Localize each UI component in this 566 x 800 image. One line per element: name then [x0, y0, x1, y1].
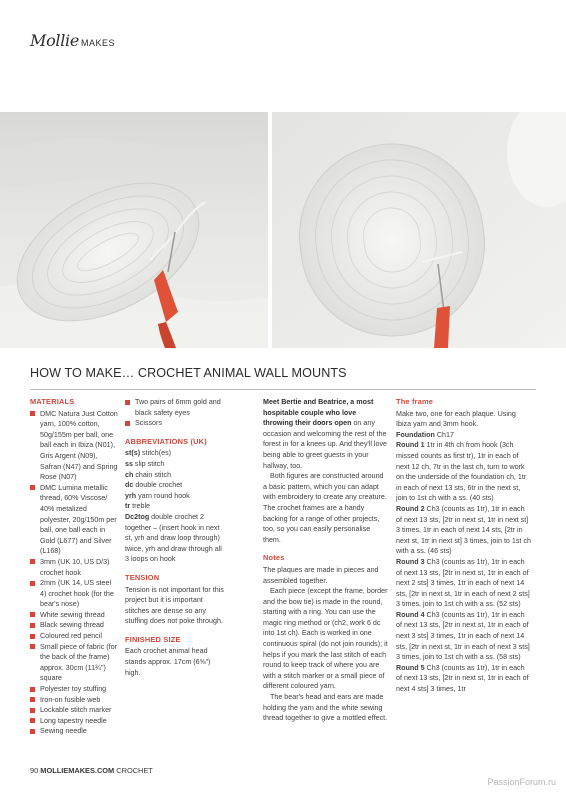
frame-round: Round 4 Ch3 (counts as 1tr), 1tr in each of next 13 sts, [2tr in next st, 1tr in each of next 3 sts] 3 times, 1tr in each of next 14 sts, [2tr in next st, 1tr in each of next 3 sts] 3 times, join to 1st ch with a ss. (58 sts) — [396, 610, 530, 662]
heading-rule — [30, 389, 536, 390]
intro-bold: Meet Bertie and Beatrice, a most hospitable couple who love throwing their doors open — [263, 398, 374, 428]
frame-intro: Make two, one for each plaque. Using Ibiza yarn and 3mm hook. — [396, 409, 516, 429]
abbreviation-entry: ss slip stitch — [125, 459, 165, 468]
material-item: Polyester toy stuffing — [30, 684, 118, 695]
notes-title: Notes — [263, 553, 285, 563]
logo-mollie: Mollie — [30, 31, 80, 50]
footer-section: CROCHET — [116, 766, 153, 775]
abbreviations-list — [125, 448, 225, 565]
masthead-logo — [30, 31, 115, 50]
frame-round: Round 1 1tr in 4th ch from hook (3ch missed counts as first tr), 1tr in each of next 12 ch, 7tr in the last ch, turn to work on the underside of the foundation ch, 1tr in each of next 13 sts, 6tr in the next st, join to 1st ch with a ss. (40 sts) — [396, 441, 527, 503]
material-item: Two pairs of 6mm gold and black safety eyes — [125, 397, 225, 418]
materials-title: MATERIALS — [30, 397, 75, 406]
frame-round: Round 2 Ch3 (counts as 1tr), 1tr in each of next 13 sts, [2tr in next st, 1tr in next st] 3 times, 1tr in each of next 14 sts, [2tr in next st, 1tr in next st] 3 times, join to 1st ch with a ss. (46 sts) — [396, 504, 531, 556]
material-item: DMC Natura Just Cotton yarn, 100% cotton, 50g/155m per ball, one ball each in Ibiza (N01), Gris Argent (N09), Safran (N47) and Spring Rose (N07) — [30, 409, 118, 483]
intro-paragraph — [263, 397, 388, 471]
finished-size-title: FINISHED SIZE — [125, 634, 181, 644]
abbreviation-entry: Dc2tog double crochet 2 together – (insert hook in next st, yrh and draw loop through) twice, yrh and draw through all 3 loops on hook — [125, 512, 222, 564]
footer-site: MOLLIEMAKES.COM — [40, 766, 115, 775]
intro-column — [263, 397, 388, 724]
material-item: Coloured red pencil — [30, 631, 118, 642]
abbreviations-title: ABBREVIATIONS (UK) — [125, 436, 207, 446]
frame-foundation: Foundation Ch17 — [396, 430, 454, 439]
intro-paragraph-2: Both figures are constructed around a basic pattern, which you can adapt with embroidery to create any creature. The crochet frames are a handy backing for a range of other projects, too, so you can easily personalise them. — [263, 472, 387, 544]
tension-title: TENSION — [125, 572, 160, 582]
section-heading: HOW TO MAKE… CROCHET ANIMAL WALL MOUNTS — [30, 366, 347, 380]
abbreviation-entry: yrh yarn round hook — [125, 491, 190, 500]
material-item: Sewing needle — [30, 726, 118, 737]
frame-round: Round 3 Ch3 (counts as 1tr), 1tr in each of next 13 sts, [2tr in next st, 1tr in each of next 2 sts] 3 times, 1tr in each of next 14 sts, [2tr in next st, 1tr in each of next 2 sts] 3 times, join to 1st ch with a ss. (52 sts) — [396, 557, 530, 609]
notes-paragraph: The plaques are made in pieces and assembled together. — [263, 565, 379, 585]
material-item: Iron-on fusible web — [30, 695, 118, 706]
frame-round: Round 5 Ch3 (counts as 1tr), 1tr in each of next 13 sts, [2tr in next st, 1tr in each of next 4 sts] 3 times, 1tr — [396, 663, 529, 694]
material-item: Black sewing thread — [30, 620, 118, 631]
notes-paragraph: The bear's head and ears are made holding the yarn and the white sewing thread together to give a mottled effect. — [263, 693, 388, 723]
finished-size-text: Each crochet animal head stands approx. 17cm (6⅝") high. — [125, 647, 211, 677]
materials-list — [30, 409, 118, 737]
photo-crochet-oval-flat — [0, 112, 268, 348]
page-number: 90 — [30, 766, 39, 775]
material-item: DMC Lumina metallic thread, 60% Viscose/ 40% metalized polyester, 20g/150m per ball, one ball each in Gold (L677) and Silver (L168) — [30, 483, 118, 557]
material-item: 3mm (UK 10, US D/3) crochet hook — [30, 557, 118, 578]
intro-rest: on any occasion and welcoming the rest of the forest in for a knees up. And they'll love being able to greet guests in your hallway, too. — [263, 419, 388, 470]
material-item: Long tapestry needle — [30, 716, 118, 727]
material-item: Small piece of fabric (for the back of the frame) approx. 30cm (11¾") square — [30, 642, 118, 684]
abbreviation-entry: st(s) stitch(es) — [125, 449, 172, 458]
notes-paragraph: Each piece (except the frame, border and the bow tie) is made in the round, starting with a ring. You can use the magic ring method or (ch2, work 6 dc into 1st ch). Each is worked in one continuous spiral (do not join rounds); it helps if you mark the last stitch of each round to keep track of where you are with a stitch marker or a small piece of different coloured yarn. — [263, 587, 388, 691]
abbreviations-column — [125, 397, 225, 678]
photo-crochet-oval-upright — [272, 112, 566, 348]
abbreviation-entry: dc double crochet — [125, 481, 183, 490]
watermark-text: PassionForum.ru — [487, 777, 556, 787]
logo-makes: MAKES — [81, 38, 116, 48]
material-item: White sewing thread — [30, 610, 118, 621]
page-footer — [30, 766, 153, 775]
abbreviation-entry: tr treble — [125, 502, 151, 511]
frame-column — [396, 397, 532, 695]
material-item: Scissors — [125, 418, 225, 429]
material-item: 2mm (UK 14, US steel 4) crochet hook (for the bear's nose) — [30, 578, 118, 610]
materials-column — [30, 397, 118, 737]
material-item: Lockable stitch marker — [30, 705, 118, 716]
tension-text: Tension is not important for this project but it is important stitches are dense so any stuffing does not poke through. — [125, 585, 224, 626]
abbreviation-entry: ch chain stitch — [125, 470, 172, 479]
materials-list-continued — [125, 397, 225, 429]
frame-title: The frame — [396, 397, 434, 406]
